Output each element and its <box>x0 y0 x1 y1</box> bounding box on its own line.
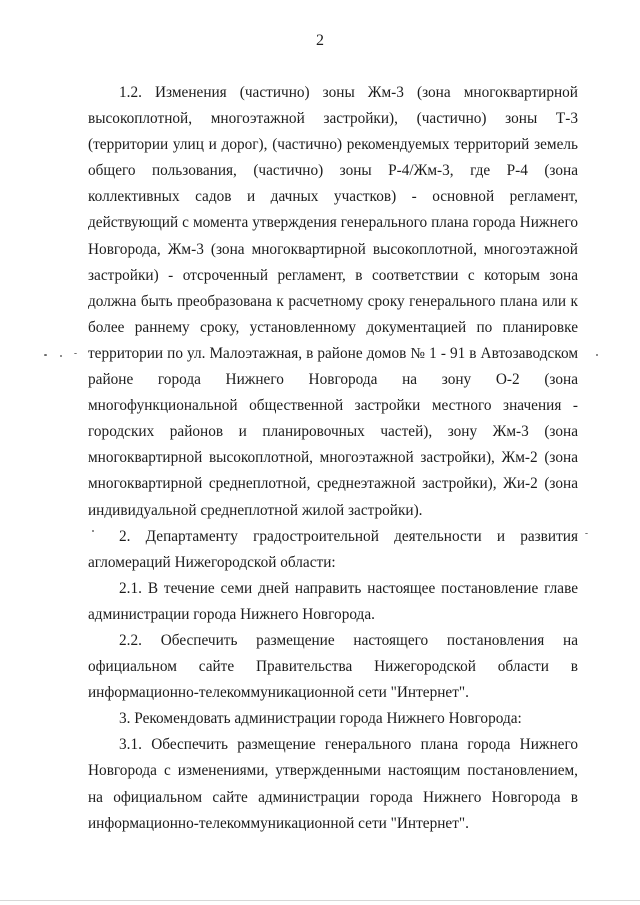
paragraph-2-department: 2. Департаменту градостроительной деятельности и развития агломераций Нижегородской области: <box>88 527 578 571</box>
scan-speck <box>60 355 62 357</box>
page-number: 2 <box>316 32 324 49</box>
paragraph-1-2-zone-changes: 1.2. Изменения (частично) зоны Жм-3 (зона многоквартирной высокоплотной, многоэтажной застройки), (частично) зоны Т-3 (территории улиц и дорог), (частично) рекомендуемых территорий земель общего пользования, (частично) зоны Р-4/Жм-3, где Р-4 (зона коллективных садов и дачных участков) - основной регламент, действующий с момента утверждения генерального плана города Нижнего Новгорода, Жм-3 (зона многоквартирной высокоплотной, многоэтажной застройки) - отсроченный регламент, в соответствии с которым зона должна быть преобразована к расчетному сроку генерального плана или к более раннему сроку, установленному документацией по планировке территории по ул. Малоэтажная, в районе домов № 1 - 91 в Автозаводском районе города Нижнего Новгорода на зону О-2 (зона многофункциональной общественной застройки местного значения - городских районов и планировочных частей), зону Жм-3 (зона многоквартирной высокоплотной, многоэтажной застройки), Жм-2 (зона многоквартирной среднеплотной, среднеэтажной застройки), Жи-2 (зона индивидуальной среднеплотной жилой застройки). <box>88 84 578 519</box>
scan-speck <box>596 354 598 356</box>
paragraph-3-recommend-administration: 3. Рекомендовать администрации города Нижнего Новгорода: <box>119 710 522 728</box>
scan-speck <box>585 533 588 534</box>
paragraph-2-1-send-resolution: 2.1. В течение семи дней направить настоящее постановление главе администрации города Нижнего Новгорода. <box>88 579 578 623</box>
scan-speck <box>44 354 47 356</box>
paragraph-2-2-publish-government-site: 2.2. Обеспечить размещение настоящего постановления на официальном сайте Правительства Нижегородской области в информационно-телекоммуникационной сети "Интернет". <box>88 631 578 702</box>
scan-speck <box>74 353 77 354</box>
scan-speck <box>92 530 94 532</box>
paragraph-3-1-publish-city-site: 3.1. Обеспечить размещение генерального плана города Нижнего Новгорода с изменениями, утвержденными настоящим постановлением, на официальном сайте администрации города Нижнего Новгорода в информационно-телекоммуникационной сети "Интернет". <box>88 736 578 832</box>
document-body <box>88 80 578 837</box>
page-bottom-edge <box>0 900 640 901</box>
